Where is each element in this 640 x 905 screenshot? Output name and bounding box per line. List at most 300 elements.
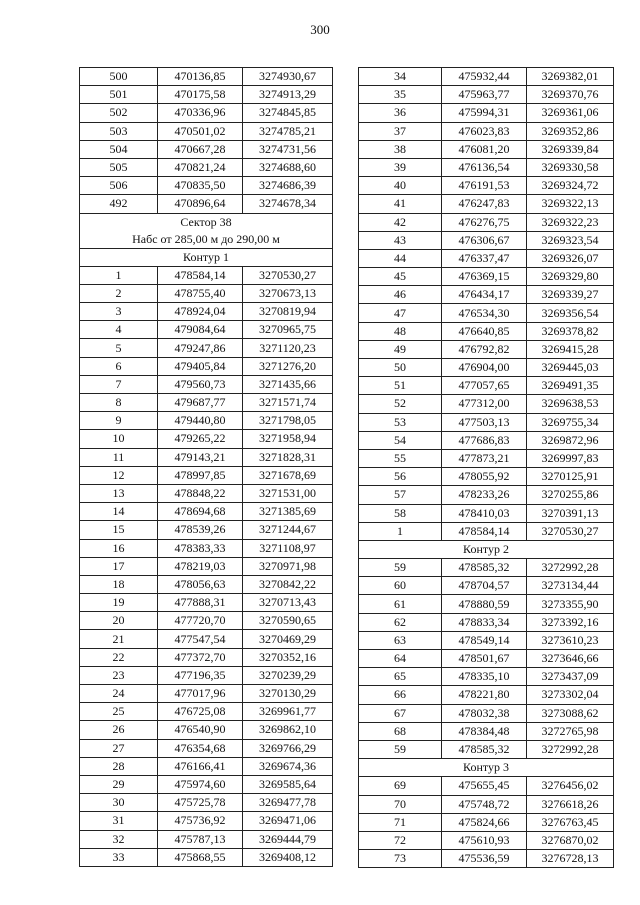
point-number-cell: 30: [80, 794, 158, 812]
table-row: [80, 86, 333, 104]
y-coordinate-cell: 3270713,43: [243, 594, 333, 612]
x-coordinate-cell: 478694,68: [158, 503, 243, 521]
x-coordinate-cell: 478384,48: [442, 722, 527, 740]
table-row: [359, 304, 614, 322]
table-row: [80, 503, 333, 521]
table-row: [80, 484, 333, 502]
table-row: [359, 850, 614, 868]
table-row: [80, 521, 333, 539]
table-row: [359, 249, 614, 267]
y-coordinate-cell: 3273610,23: [527, 631, 614, 649]
x-coordinate-cell: 476534,30: [442, 304, 527, 322]
point-number-cell: 10: [80, 430, 158, 448]
x-coordinate-cell: 476166,41: [158, 757, 243, 775]
point-number-cell: 62: [359, 613, 442, 631]
sector-title: Сектор 38: [180, 214, 232, 229]
y-coordinate-cell: 3269370,76: [527, 86, 614, 104]
point-number-cell: 19: [80, 594, 158, 612]
contour-header-row: [359, 540, 614, 558]
point-number-cell: 49: [359, 340, 442, 358]
table-row: [359, 213, 614, 231]
x-coordinate-cell: 478848,22: [158, 484, 243, 502]
point-number-cell: 12: [80, 466, 158, 484]
table-row: [80, 830, 333, 848]
table-row: [359, 359, 614, 377]
table-row: [80, 266, 333, 284]
y-coordinate-cell: 3271244,67: [243, 521, 333, 539]
x-coordinate-cell: 478584,14: [442, 522, 527, 540]
table-row: [359, 158, 614, 176]
y-coordinate-cell: 3269322,23: [527, 213, 614, 231]
y-coordinate-cell: 3269352,86: [527, 122, 614, 140]
x-coordinate-cell: 476540,90: [158, 721, 243, 739]
table-row: [359, 104, 614, 122]
table-row: [80, 466, 333, 484]
y-coordinate-cell: 3269339,27: [527, 286, 614, 304]
x-coordinate-cell: 475536,59: [442, 850, 527, 868]
y-coordinate-cell: 3269585,64: [243, 775, 333, 793]
x-coordinate-cell: 475974,60: [158, 775, 243, 793]
point-number-cell: 492: [80, 195, 158, 213]
table-row: [359, 431, 614, 449]
y-coordinate-cell: 3273392,16: [527, 613, 614, 631]
y-coordinate-cell: 3274686,39: [243, 177, 333, 195]
point-number-cell: 17: [80, 557, 158, 575]
sector-header-row: [80, 213, 333, 248]
y-coordinate-cell: 3269491,35: [527, 377, 614, 395]
point-number-cell: 505: [80, 158, 158, 176]
point-number-cell: 37: [359, 122, 442, 140]
sector-header: [80, 213, 333, 248]
table-row: [80, 739, 333, 757]
y-coordinate-cell: 3270819,94: [243, 303, 333, 321]
y-coordinate-cell: 3270352,16: [243, 648, 333, 666]
table-row: [80, 122, 333, 140]
table-row: [359, 377, 614, 395]
point-number-cell: 33: [80, 848, 158, 866]
point-number-cell: 500: [80, 68, 158, 86]
x-coordinate-cell: 478585,32: [442, 559, 527, 577]
point-number-cell: 45: [359, 268, 442, 286]
x-coordinate-cell: 477547,54: [158, 630, 243, 648]
point-number-cell: 35: [359, 86, 442, 104]
point-number-cell: 3: [80, 303, 158, 321]
table-row: [80, 757, 333, 775]
y-coordinate-cell: 3270842,22: [243, 575, 333, 593]
y-coordinate-cell: 3273437,09: [527, 668, 614, 686]
point-number-cell: 56: [359, 468, 442, 486]
table-row: [80, 630, 333, 648]
table-row: [359, 140, 614, 158]
x-coordinate-cell: 470667,28: [158, 140, 243, 158]
y-coordinate-cell: 3269872,96: [527, 431, 614, 449]
x-coordinate-cell: 477873,21: [442, 449, 527, 467]
x-coordinate-cell: 470835,50: [158, 177, 243, 195]
x-coordinate-cell: 479084,64: [158, 321, 243, 339]
y-coordinate-cell: 3270125,91: [527, 468, 614, 486]
x-coordinate-cell: 475963,77: [442, 86, 527, 104]
table-row: [80, 339, 333, 357]
table-row: [80, 775, 333, 793]
point-number-cell: 41: [359, 195, 442, 213]
point-number-cell: 14: [80, 503, 158, 521]
table-row: [80, 357, 333, 375]
x-coordinate-cell: 470821,24: [158, 158, 243, 176]
x-coordinate-cell: 478233,26: [442, 486, 527, 504]
y-coordinate-cell: 3276618,26: [527, 795, 614, 813]
point-number-cell: 24: [80, 685, 158, 703]
x-coordinate-cell: 477312,00: [442, 395, 527, 413]
y-coordinate-cell: 3273355,90: [527, 595, 614, 613]
y-coordinate-cell: 3269674,36: [243, 757, 333, 775]
y-coordinate-cell: 3274785,21: [243, 122, 333, 140]
page-number: 300: [310, 22, 330, 37]
y-coordinate-cell: 3271385,69: [243, 503, 333, 521]
x-coordinate-cell: 478221,80: [442, 686, 527, 704]
table-row: [80, 575, 333, 593]
point-number-cell: 42: [359, 213, 442, 231]
x-coordinate-cell: 475824,66: [442, 813, 527, 831]
y-coordinate-cell: 3269356,54: [527, 304, 614, 322]
x-coordinate-cell: 470896,64: [158, 195, 243, 213]
y-coordinate-cell: 3270239,29: [243, 666, 333, 684]
x-coordinate-cell: 476081,20: [442, 140, 527, 158]
x-coordinate-cell: 478924,04: [158, 303, 243, 321]
x-coordinate-cell: 475610,93: [442, 831, 527, 849]
y-coordinate-cell: 3271678,69: [243, 466, 333, 484]
y-coordinate-cell: 3271798,05: [243, 412, 333, 430]
point-number-cell: 27: [80, 739, 158, 757]
point-number-cell: 40: [359, 177, 442, 195]
table-row: [80, 394, 333, 412]
x-coordinate-cell: 476337,47: [442, 249, 527, 267]
y-coordinate-cell: 3269862,10: [243, 721, 333, 739]
x-coordinate-cell: 479405,84: [158, 357, 243, 375]
y-coordinate-cell: 3276456,02: [527, 777, 614, 795]
x-coordinate-cell: 476306,67: [442, 231, 527, 249]
contour-header: Контур 2: [359, 540, 614, 558]
y-coordinate-cell: 3270391,13: [527, 504, 614, 522]
x-coordinate-cell: 478055,92: [442, 468, 527, 486]
table-row: [359, 522, 614, 540]
point-number-cell: 73: [359, 850, 442, 868]
y-coordinate-cell: 3269322,13: [527, 195, 614, 213]
coordinates-table-left: [79, 67, 333, 867]
table-row: [80, 177, 333, 195]
table-row: [80, 666, 333, 684]
point-number-cell: 72: [359, 831, 442, 849]
y-coordinate-cell: 3271276,20: [243, 357, 333, 375]
table-row: [359, 777, 614, 795]
point-number-cell: 11: [80, 448, 158, 466]
point-number-cell: 34: [359, 68, 442, 86]
x-coordinate-cell: 479143,21: [158, 448, 243, 466]
table-row: [80, 612, 333, 630]
point-number-cell: 5: [80, 339, 158, 357]
point-number-cell: 1: [80, 266, 158, 284]
table-row: [359, 740, 614, 758]
point-number-cell: 6: [80, 357, 158, 375]
y-coordinate-cell: 3269324,72: [527, 177, 614, 195]
point-number-cell: 58: [359, 504, 442, 522]
table-row: [359, 86, 614, 104]
point-number-cell: 503: [80, 122, 158, 140]
point-number-cell: 50: [359, 359, 442, 377]
y-coordinate-cell: 3273134,44: [527, 577, 614, 595]
y-coordinate-cell: 3269339,84: [527, 140, 614, 158]
table-row: [80, 703, 333, 721]
table-row: [359, 286, 614, 304]
y-coordinate-cell: 3274731,56: [243, 140, 333, 158]
x-coordinate-cell: 479687,77: [158, 394, 243, 412]
table-row: [359, 668, 614, 686]
x-coordinate-cell: 475868,55: [158, 848, 243, 866]
table-row: [359, 195, 614, 213]
y-coordinate-cell: 3274930,67: [243, 68, 333, 86]
table-row: [359, 268, 614, 286]
y-coordinate-cell: 3270971,98: [243, 557, 333, 575]
x-coordinate-cell: 478997,85: [158, 466, 243, 484]
y-coordinate-cell: 3271828,31: [243, 448, 333, 466]
x-coordinate-cell: 479265,22: [158, 430, 243, 448]
sector-height-range: Набс от 285,00 м до 290,00 м: [132, 231, 280, 246]
point-number-cell: 13: [80, 484, 158, 502]
table-row: [80, 195, 333, 213]
point-number-cell: 32: [80, 830, 158, 848]
x-coordinate-cell: 476434,17: [442, 286, 527, 304]
y-coordinate-cell: 3276870,02: [527, 831, 614, 849]
point-number-cell: 39: [359, 158, 442, 176]
x-coordinate-cell: 478549,14: [442, 631, 527, 649]
point-number-cell: 43: [359, 231, 442, 249]
x-coordinate-cell: 478219,03: [158, 557, 243, 575]
table-row: [359, 831, 614, 849]
table-row: [359, 340, 614, 358]
point-number-cell: 1: [359, 522, 442, 540]
point-number-cell: 4: [80, 321, 158, 339]
x-coordinate-cell: 477196,35: [158, 666, 243, 684]
x-coordinate-cell: 477372,70: [158, 648, 243, 666]
point-number-cell: 9: [80, 412, 158, 430]
x-coordinate-cell: 476247,83: [442, 195, 527, 213]
x-coordinate-cell: 477017,96: [158, 685, 243, 703]
y-coordinate-cell: 3269378,82: [527, 322, 614, 340]
point-number-cell: 28: [80, 757, 158, 775]
table-row: [80, 794, 333, 812]
x-coordinate-cell: 475655,45: [442, 777, 527, 795]
coordinates-table-right: [358, 67, 614, 868]
y-coordinate-cell: 3276728,13: [527, 850, 614, 868]
point-number-cell: 51: [359, 377, 442, 395]
x-coordinate-cell: 470501,02: [158, 122, 243, 140]
y-coordinate-cell: 3270255,86: [527, 486, 614, 504]
y-coordinate-cell: 3269415,28: [527, 340, 614, 358]
point-number-cell: 15: [80, 521, 158, 539]
x-coordinate-cell: 477057,65: [442, 377, 527, 395]
point-number-cell: 59: [359, 740, 442, 758]
x-coordinate-cell: 477686,83: [442, 431, 527, 449]
point-number-cell: 2: [80, 284, 158, 302]
point-number-cell: 52: [359, 395, 442, 413]
table-row: [80, 557, 333, 575]
point-number-cell: 16: [80, 539, 158, 557]
point-number-cell: 60: [359, 577, 442, 595]
point-number-cell: 36: [359, 104, 442, 122]
table-row: [80, 594, 333, 612]
point-number-cell: 501: [80, 86, 158, 104]
x-coordinate-cell: 476904,00: [442, 359, 527, 377]
table-row: [80, 303, 333, 321]
table-row: [359, 395, 614, 413]
point-number-cell: 46: [359, 286, 442, 304]
x-coordinate-cell: 475932,44: [442, 68, 527, 86]
y-coordinate-cell: 3269330,58: [527, 158, 614, 176]
table-row: [80, 685, 333, 703]
x-coordinate-cell: 476136,54: [442, 158, 527, 176]
point-number-cell: 67: [359, 704, 442, 722]
x-coordinate-cell: 476354,68: [158, 739, 243, 757]
x-coordinate-cell: 478410,03: [442, 504, 527, 522]
y-coordinate-cell: 3269329,80: [527, 268, 614, 286]
point-number-cell: 20: [80, 612, 158, 630]
y-coordinate-cell: 3269361,06: [527, 104, 614, 122]
y-coordinate-cell: 3269326,07: [527, 249, 614, 267]
x-coordinate-cell: 479440,80: [158, 412, 243, 430]
table-row: [359, 468, 614, 486]
x-coordinate-cell: 475748,72: [442, 795, 527, 813]
table-row: [359, 413, 614, 431]
point-number-cell: 65: [359, 668, 442, 686]
y-coordinate-cell: 3271108,97: [243, 539, 333, 557]
x-coordinate-cell: 479560,73: [158, 375, 243, 393]
table-row: [359, 559, 614, 577]
x-coordinate-cell: 478704,57: [442, 577, 527, 595]
x-coordinate-cell: 478383,33: [158, 539, 243, 557]
point-number-cell: 44: [359, 249, 442, 267]
contour-header: Контур 3: [359, 759, 614, 777]
y-coordinate-cell: 3270530,27: [243, 266, 333, 284]
point-number-cell: 71: [359, 813, 442, 831]
point-number-cell: 38: [359, 140, 442, 158]
y-coordinate-cell: 3269755,34: [527, 413, 614, 431]
table-row: [359, 322, 614, 340]
point-number-cell: 23: [80, 666, 158, 684]
y-coordinate-cell: 3269477,78: [243, 794, 333, 812]
table-row: [80, 430, 333, 448]
y-coordinate-cell: 3269997,83: [527, 449, 614, 467]
contour-header: Контур 1: [80, 248, 333, 266]
table-row: [80, 140, 333, 158]
table-row: [359, 122, 614, 140]
x-coordinate-cell: 477720,70: [158, 612, 243, 630]
y-coordinate-cell: 3274678,34: [243, 195, 333, 213]
table-row: [359, 813, 614, 831]
table-row: [359, 795, 614, 813]
x-coordinate-cell: 478501,67: [442, 650, 527, 668]
point-number-cell: 69: [359, 777, 442, 795]
point-number-cell: 54: [359, 431, 442, 449]
table-row: [80, 321, 333, 339]
table-row: [80, 721, 333, 739]
table-row: [80, 284, 333, 302]
table-row: [359, 449, 614, 467]
x-coordinate-cell: 476369,15: [442, 268, 527, 286]
y-coordinate-cell: 3271958,94: [243, 430, 333, 448]
point-number-cell: 25: [80, 703, 158, 721]
x-coordinate-cell: 478584,14: [158, 266, 243, 284]
point-number-cell: 55: [359, 449, 442, 467]
x-coordinate-cell: 478056,63: [158, 575, 243, 593]
y-coordinate-cell: 3271531,00: [243, 484, 333, 502]
x-coordinate-cell: 477503,13: [442, 413, 527, 431]
y-coordinate-cell: 3272765,98: [527, 722, 614, 740]
y-coordinate-cell: 3269638,53: [527, 395, 614, 413]
y-coordinate-cell: 3271435,66: [243, 375, 333, 393]
y-coordinate-cell: 3274845,85: [243, 104, 333, 122]
y-coordinate-cell: 3270530,27: [527, 522, 614, 540]
x-coordinate-cell: 476276,75: [442, 213, 527, 231]
table-row: [80, 68, 333, 86]
x-coordinate-cell: 475736,92: [158, 812, 243, 830]
x-coordinate-cell: 479247,86: [158, 339, 243, 357]
y-coordinate-cell: 3269408,12: [243, 848, 333, 866]
y-coordinate-cell: 3271571,74: [243, 394, 333, 412]
y-coordinate-cell: 3269323,54: [527, 231, 614, 249]
table-row: [80, 539, 333, 557]
y-coordinate-cell: 3271120,23: [243, 339, 333, 357]
x-coordinate-cell: 478833,34: [442, 613, 527, 631]
table-row: [359, 577, 614, 595]
table-row: [80, 412, 333, 430]
y-coordinate-cell: 3270130,29: [243, 685, 333, 703]
y-coordinate-cell: 3269445,03: [527, 359, 614, 377]
table-row: [80, 375, 333, 393]
y-coordinate-cell: 3270469,29: [243, 630, 333, 648]
table-row: [359, 631, 614, 649]
x-coordinate-cell: 478755,40: [158, 284, 243, 302]
table-row: [359, 486, 614, 504]
point-number-cell: 22: [80, 648, 158, 666]
table-row: [359, 504, 614, 522]
y-coordinate-cell: 3272992,28: [527, 559, 614, 577]
x-coordinate-cell: 478335,10: [442, 668, 527, 686]
x-coordinate-cell: 475994,31: [442, 104, 527, 122]
table-row: [80, 158, 333, 176]
table-row: [359, 704, 614, 722]
point-number-cell: 26: [80, 721, 158, 739]
table-row: [80, 812, 333, 830]
x-coordinate-cell: 476725,08: [158, 703, 243, 721]
table-row: [359, 177, 614, 195]
point-number-cell: 63: [359, 631, 442, 649]
x-coordinate-cell: 478032,38: [442, 704, 527, 722]
y-coordinate-cell: 3273302,04: [527, 686, 614, 704]
point-number-cell: 64: [359, 650, 442, 668]
point-number-cell: 53: [359, 413, 442, 431]
table-row: [359, 650, 614, 668]
table-row: [359, 613, 614, 631]
point-number-cell: 59: [359, 559, 442, 577]
y-coordinate-cell: 3273088,62: [527, 704, 614, 722]
contour-header-row: [80, 248, 333, 266]
table-row: [359, 595, 614, 613]
y-coordinate-cell: 3276763,45: [527, 813, 614, 831]
x-coordinate-cell: 478880,59: [442, 595, 527, 613]
x-coordinate-cell: 475787,13: [158, 830, 243, 848]
x-coordinate-cell: 478585,32: [442, 740, 527, 758]
y-coordinate-cell: 3269382,01: [527, 68, 614, 86]
x-coordinate-cell: 477888,31: [158, 594, 243, 612]
